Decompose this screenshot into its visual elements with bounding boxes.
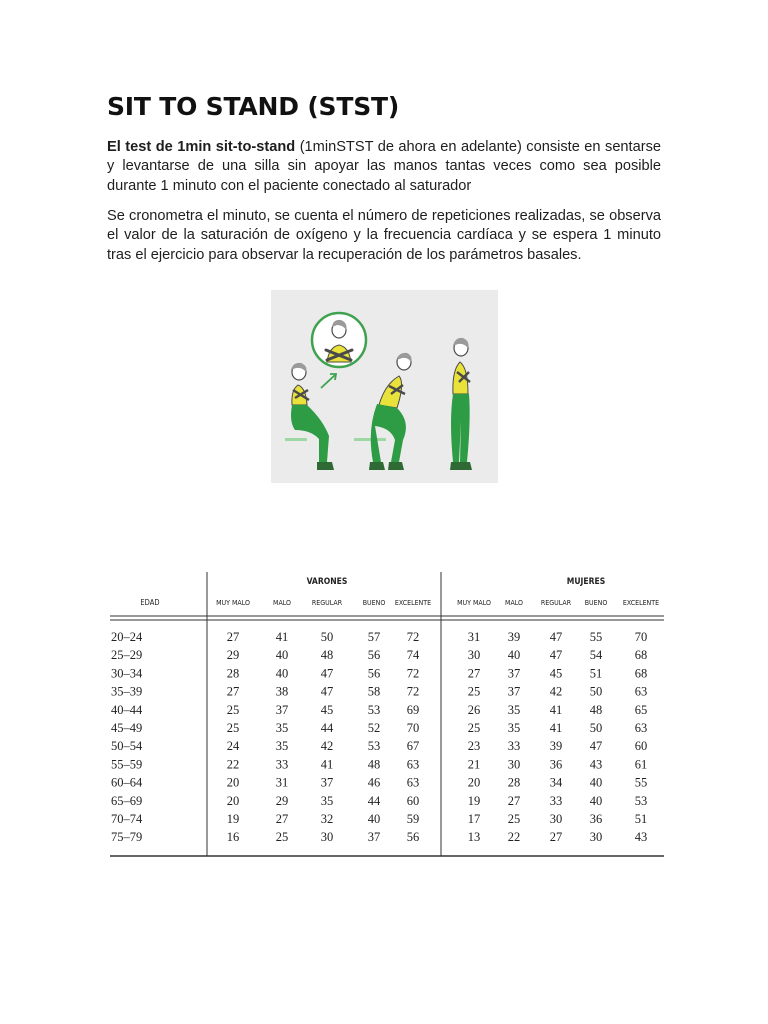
- value-cell: 40: [275, 666, 289, 681]
- age-cell: 70–74: [111, 812, 143, 826]
- value-cell: 41: [320, 757, 334, 772]
- value-cell: 29: [226, 648, 240, 663]
- value-cell: 53: [367, 739, 381, 754]
- value-cell: 45: [320, 702, 334, 717]
- value-cell: 42: [549, 684, 563, 699]
- value-cell: 27: [549, 830, 563, 845]
- value-cell: 19: [467, 793, 481, 808]
- value-cell: 35: [275, 739, 289, 754]
- value-cell: 24: [226, 739, 240, 754]
- value-cell: 51: [634, 812, 648, 826]
- value-cell: 61: [634, 757, 648, 772]
- value-cell: 50: [589, 684, 603, 699]
- page-title: SIT TO STAND (STST): [107, 92, 400, 121]
- value-cell: 68: [634, 666, 648, 681]
- value-cell: 31: [275, 775, 289, 790]
- value-cell: 48: [367, 757, 381, 772]
- value-cell: 72: [406, 684, 420, 699]
- value-cell: 41: [275, 630, 289, 644]
- value-cell: 35: [275, 721, 289, 735]
- intro-paragraph: [107, 138, 661, 196]
- column-header: MALO: [505, 599, 523, 607]
- value-cell: 43: [634, 830, 648, 845]
- hands-crossed-inset-figure: [312, 313, 366, 367]
- value-cell: 25: [226, 721, 240, 735]
- value-cell: 27: [226, 684, 240, 699]
- value-cell: 63: [634, 721, 648, 735]
- value-cell: 23: [467, 739, 481, 754]
- value-cell: 21: [467, 757, 481, 772]
- age-cell: 25–29: [111, 648, 143, 663]
- age-cell: 55–59: [111, 757, 143, 772]
- value-cell: 25: [467, 684, 481, 699]
- value-cell: 46: [367, 775, 381, 790]
- value-cell: 72: [406, 630, 420, 644]
- value-cell: 30: [507, 757, 521, 772]
- value-cell: 27: [507, 793, 521, 808]
- value-cell: 47: [589, 739, 603, 754]
- value-cell: 56: [406, 830, 420, 845]
- value-cell: 16: [226, 830, 240, 845]
- value-cell: 56: [367, 648, 381, 663]
- value-cell: 45: [549, 666, 563, 681]
- value-cell: 37: [275, 702, 289, 717]
- value-cell: 58: [367, 684, 381, 699]
- value-cell: 22: [226, 757, 240, 772]
- value-cell: 65: [634, 702, 648, 717]
- column-header: MUY MALO: [216, 599, 250, 607]
- value-cell: 30: [549, 812, 563, 826]
- age-cell: 65–69: [111, 793, 143, 808]
- value-cell: 28: [226, 666, 240, 681]
- value-cell: 57: [367, 630, 381, 644]
- value-cell: 60: [406, 793, 420, 808]
- value-cell: 47: [320, 666, 334, 681]
- age-cell: 75–79: [111, 830, 143, 845]
- age-cell: 20–24: [111, 630, 143, 644]
- column-header: MALO: [273, 599, 291, 607]
- column-header: BUENO: [362, 599, 386, 607]
- age-cell: 60–64: [111, 775, 143, 790]
- value-cell: 22: [507, 830, 521, 845]
- value-cell: 35: [320, 793, 334, 808]
- value-cell: 33: [275, 757, 289, 772]
- value-cell: 32: [320, 812, 334, 826]
- value-cell: 27: [275, 812, 289, 826]
- value-cell: 67: [406, 739, 420, 754]
- value-cell: 27: [467, 666, 481, 681]
- value-cell: 68: [634, 648, 648, 663]
- value-cell: 59: [406, 812, 420, 826]
- column-header: EXCELENTE: [622, 599, 660, 607]
- value-cell: 69: [406, 702, 420, 717]
- column-header: REGULAR: [540, 599, 572, 607]
- value-cell: 39: [549, 739, 563, 754]
- sit-to-stand-illustration: [271, 290, 498, 483]
- value-cell: 41: [549, 721, 563, 735]
- value-cell: 20: [226, 775, 240, 790]
- value-cell: 40: [507, 648, 521, 663]
- value-cell: 52: [367, 721, 381, 735]
- intro-text: (1minSTST de ahora en adelante) consiste en sentarse y levantarse de una silla sin apoyar las manos tantas veces como sea posible durante 1 minuto con el paciente conectado al saturador: [107, 139, 661, 194]
- value-cell: 40: [275, 648, 289, 663]
- value-cell: 63: [406, 775, 420, 790]
- value-cell: 29: [275, 793, 289, 808]
- value-cell: 63: [406, 757, 420, 772]
- value-cell: 35: [507, 702, 521, 717]
- value-cell: 25: [275, 830, 289, 845]
- group-header-mujeres: MUJERES: [566, 577, 606, 587]
- value-cell: 72: [406, 666, 420, 681]
- age-cell: 30–34: [111, 666, 143, 681]
- reference-table-graphic: [110, 572, 664, 859]
- value-cell: 30: [467, 648, 481, 663]
- value-cell: 41: [549, 702, 563, 717]
- value-cell: 37: [507, 684, 521, 699]
- value-cell: 38: [275, 684, 289, 699]
- value-cell: 44: [367, 793, 381, 808]
- value-cell: 47: [320, 684, 334, 699]
- value-cell: 37: [320, 775, 334, 790]
- value-cell: 50: [320, 630, 334, 644]
- value-cell: 19: [226, 812, 240, 826]
- age-cell: 50–54: [111, 739, 143, 754]
- value-cell: 26: [467, 702, 481, 717]
- value-cell: 40: [589, 793, 603, 808]
- value-cell: 20: [467, 775, 481, 790]
- value-cell: 25: [467, 721, 481, 735]
- value-cell: 43: [589, 757, 603, 772]
- value-cell: 70: [634, 630, 648, 644]
- value-cell: 36: [589, 812, 603, 826]
- value-cell: 44: [320, 721, 334, 735]
- column-header: BUENO: [584, 599, 608, 607]
- value-cell: 25: [226, 702, 240, 717]
- value-cell: 17: [467, 812, 481, 826]
- value-cell: 39: [507, 630, 521, 644]
- value-cell: 36: [549, 757, 563, 772]
- value-cell: 37: [507, 666, 521, 681]
- value-cell: 53: [367, 702, 381, 717]
- value-cell: 56: [367, 666, 381, 681]
- value-cell: 54: [589, 648, 603, 663]
- age-column-header: EDAD: [140, 598, 160, 607]
- value-cell: 53: [634, 793, 648, 808]
- value-cell: 47: [549, 630, 563, 644]
- group-header-varones: VARONES: [306, 577, 348, 587]
- value-cell: 30: [320, 830, 334, 845]
- age-cell: 40–44: [111, 702, 143, 717]
- value-cell: 31: [467, 630, 481, 644]
- value-cell: 37: [367, 830, 381, 845]
- value-cell: 70: [406, 721, 420, 735]
- value-cell: 42: [320, 739, 334, 754]
- value-cell: 74: [406, 648, 420, 663]
- value-cell: 48: [589, 702, 603, 717]
- value-cell: 20: [226, 793, 240, 808]
- value-cell: 33: [549, 793, 563, 808]
- value-cell: 50: [589, 721, 603, 735]
- column-header: REGULAR: [311, 599, 343, 607]
- value-cell: 34: [549, 775, 563, 790]
- value-cell: 40: [589, 775, 603, 790]
- value-cell: 63: [634, 684, 648, 699]
- value-cell: 30: [589, 830, 603, 845]
- column-header: EXCELENTE: [394, 599, 432, 607]
- age-cell: 35–39: [111, 684, 143, 699]
- reference-table: [110, 572, 664, 859]
- value-cell: 47: [549, 648, 563, 663]
- value-cell: 13: [467, 830, 481, 845]
- value-cell: 27: [226, 630, 240, 644]
- value-cell: 28: [507, 775, 521, 790]
- value-cell: 55: [589, 630, 603, 644]
- column-header: MUY MALO: [457, 599, 491, 607]
- value-cell: 35: [507, 721, 521, 735]
- value-cell: 48: [320, 648, 334, 663]
- value-cell: 25: [507, 812, 521, 826]
- age-cell: 45–49: [111, 721, 143, 735]
- value-cell: 33: [507, 739, 521, 754]
- value-cell: 51: [589, 666, 603, 681]
- procedure-paragraph: Se cronometra el minuto, se cuenta el número de repeticiones realizadas, se observa el valor de la saturación de oxígeno y la frecuencia cardíaca y se espera 1 minuto tras el ejercicio para observar la recuperación de los parámetros basales.: [107, 208, 661, 263]
- value-cell: 40: [367, 812, 381, 826]
- value-cell: 55: [634, 775, 648, 790]
- value-cell: 60: [634, 739, 648, 754]
- intro-bold-term: El test de 1min sit-to-stand: [107, 139, 296, 155]
